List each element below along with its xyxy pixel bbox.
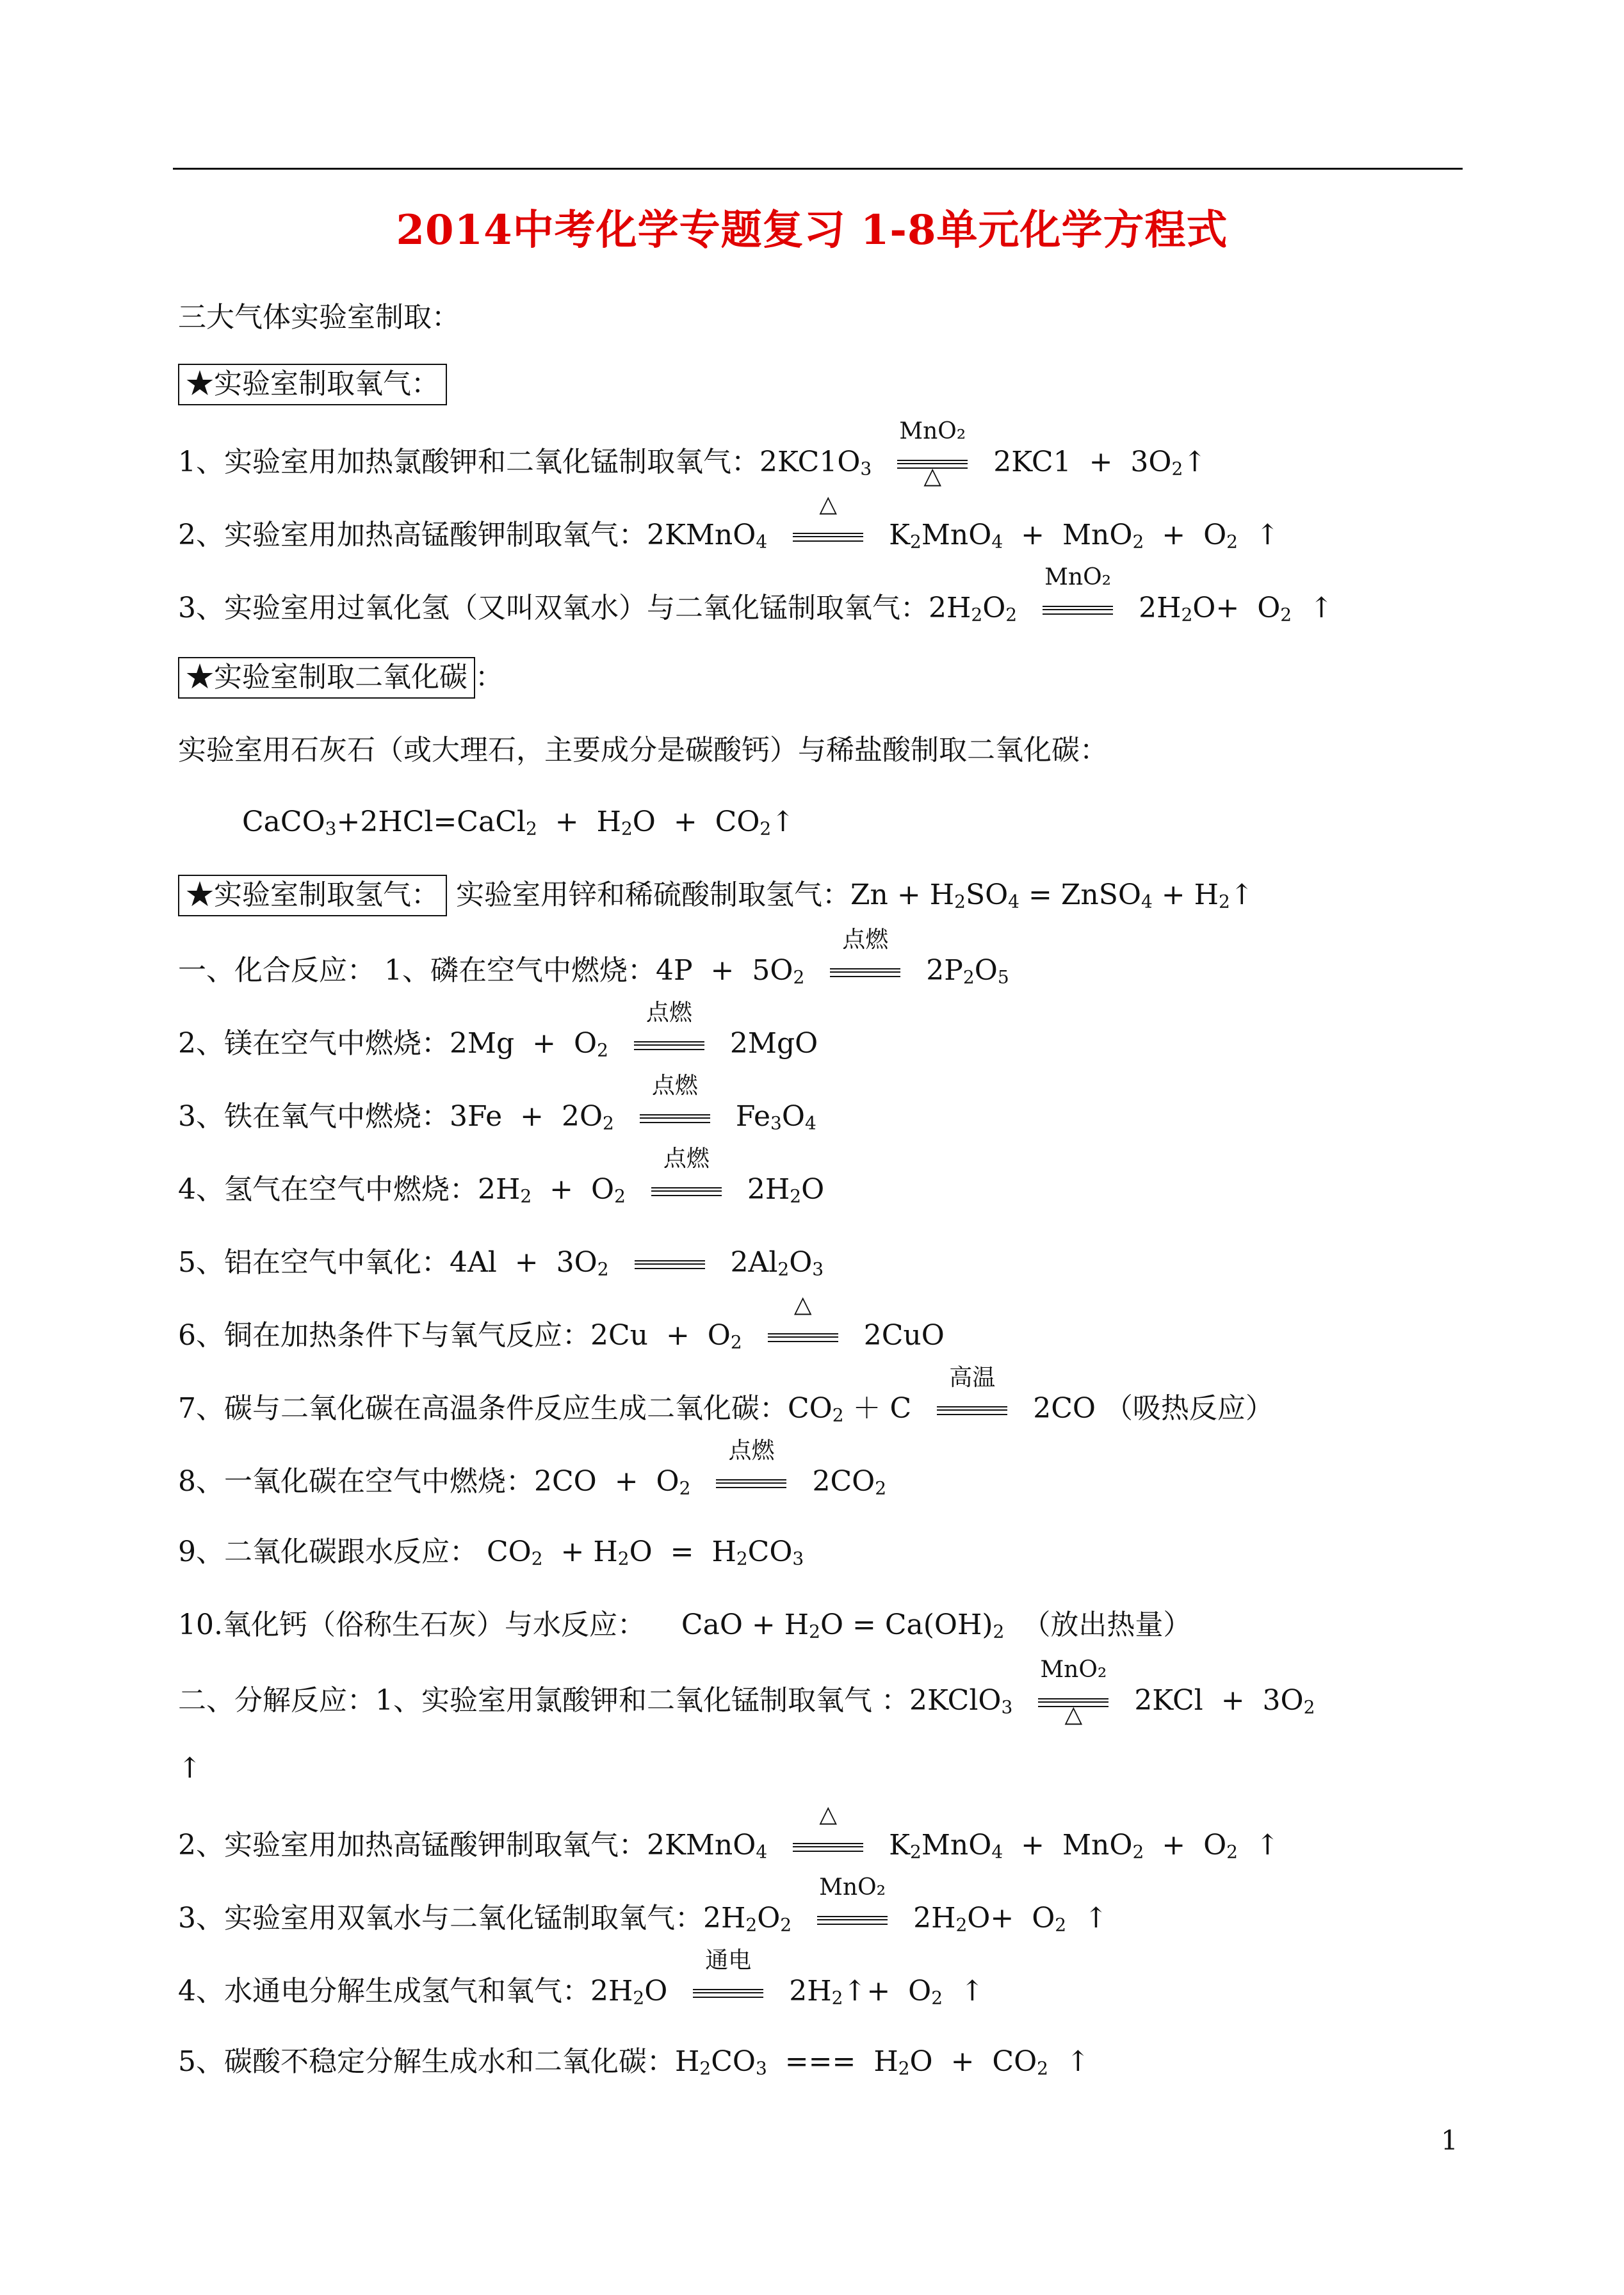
page-title: 2014中考化学专题复习 1-8单元化学方程式 xyxy=(396,206,1228,254)
eq-oxygen-3: 3、实验室用过氧化氢（又叫双氧水）与二氧化锰制取氧气：$2H_2O_2$ MnO₂ $2H_2O+ O_2$ ↑ xyxy=(178,564,1333,626)
eq-combination-8: 8、一氧化碳在空气中燃烧：$2CO + O_2$ 点燃 $2CO_2$ xyxy=(178,1438,887,1499)
co2-header: ★实验室制取二氧化碳 xyxy=(178,657,475,699)
eq-combination-10: 10.氧化钙（俗称生石灰）与水反应： CaO + $H_2O = Ca(OH)_2$ （放出热量） xyxy=(178,1609,1192,1642)
header-rule xyxy=(173,168,1463,170)
eq-decomposition-5: 5、碳酸不稳定分解生成水和二氧化碳：$H_2CO_3$ === $H_2O + CO_2$ ↑ xyxy=(178,2045,1090,2079)
condition-mark: 高温 xyxy=(930,1392,1014,1420)
condition-mark: 点燃 xyxy=(710,1465,793,1493)
condition-mark: △ xyxy=(761,1319,845,1347)
co2-description: 实验室用石灰石（或大理石，主要成分是碳酸钙）与稀盐酸制取二氧化碳： xyxy=(178,734,1108,766)
condition-mark: △ xyxy=(786,519,870,547)
condition-mark: MnO₂ △ xyxy=(1032,1684,1115,1712)
eq-decomposition-1: 二、分解反应：1、实验室用氯酸钾和二氧化锰制取氧气 ：2KClO$_3$ MnO₂ △ $2KCl + 3O_2$ xyxy=(178,1657,1315,1728)
eq-combination-1: 一、化合反应： 1、磷在空气中燃烧：$4P + 5O_2$ 点燃 $2P_2O_5$ xyxy=(178,927,1009,988)
eq-combination-6: 6、铜在加热条件下与氧气反应：$2Cu + O_2$ △ 2CuO xyxy=(178,1292,945,1353)
eq-combination-2: 2、镁在空气中燃烧：$2Mg + O_2$ 点燃 2MgO xyxy=(178,1000,818,1061)
section-oxygen xyxy=(178,370,447,398)
eq-oxygen-2: 2、实验室用加热高锰酸钾制取氧气：2KMnO$_4$ △ $K_2MnO_4 + MnO_2 + O_2$ ↑ xyxy=(178,491,1279,553)
condition-mark: 点燃 xyxy=(628,1027,711,1055)
eq-combination-7: 7、碳与二氧化碳在高温条件反应生成二氧化碳：$CO_2 + C$ 高温 2CO （吸热反应） xyxy=(178,1365,1274,1426)
condition-mark: MnO₂ xyxy=(811,1902,894,1930)
eq-combination-9: 9、二氧化碳跟水反应： $CO_2 + H_2O = H_2CO_3$ xyxy=(178,1536,804,1569)
eq-decomposition-3: 3、实验室用双氧水与二氧化锰制取氧气：$2H_2O_2$ MnO₂ $2H_2O+ O_2$ ↑ xyxy=(178,1874,1108,1936)
eq-combination-4: 4、氢气在空气中燃烧：$2H_2 + O_2$ 点燃 $2H_2O$ xyxy=(178,1146,825,1207)
condition-mark: △ xyxy=(786,1829,870,1857)
condition-mark: 点燃 xyxy=(633,1100,717,1128)
condition-mark: 点燃 xyxy=(824,954,907,982)
section-co2: ★实验室制取二氧化碳 ： xyxy=(178,663,503,692)
eq-decomposition-4: 4、水通电分解生成氢气和氧气：$2H_2O$ 通电 $2H_2↑+ O_2$ ↑ xyxy=(178,1947,984,2009)
section-hydrogen: ★实验室制取氢气： 实验室用锌和稀硫酸制取氢气：$Zn + H_2SO_4$ = ZnSO$_4$ + $H_2↑$ xyxy=(178,881,1254,909)
condition-mark: MnO₂ xyxy=(1036,592,1119,620)
condition-mark xyxy=(628,1246,711,1274)
oxygen-header: ★实验室制取氧气： xyxy=(178,364,447,405)
eq-combination-3: 3、铁在氧气中燃烧：$3Fe + 2O_2$ 点燃 $Fe_3O_4$ xyxy=(178,1073,816,1134)
eq-combination-5: 5、铝在空气中氧化：$4Al + 3O_2$ $2Al_2O_3$ xyxy=(178,1246,824,1280)
page-number: 1 xyxy=(1441,2125,1458,2156)
eq-oxygen-1: 1、实验室用加热氯酸钾和二氧化锰制取氧气：$2KC1O_3$ MnO₂ △ $2KC1 + 3O_2↑$ xyxy=(178,418,1207,489)
hydrogen-header: ★实验室制取氢气： xyxy=(178,875,447,916)
intro-text: 三大气体实验室制取： xyxy=(178,301,460,334)
eq-co2: CaCO$_3$+2HCl=CaCl$_2$ + $H_2O$ + $CO_2↑$ xyxy=(242,806,795,839)
eq-decomposition-1-arrow: ↑ xyxy=(178,1752,202,1785)
condition-mark: 通电 xyxy=(686,1975,770,2003)
condition-mark: 点燃 xyxy=(645,1173,728,1201)
condition-mark: MnO₂ △ xyxy=(891,446,974,474)
eq-decomposition-2: 2、实验室用加热高锰酸钾制取氧气：2KMnO$_4$ △ $K_2MnO_4 + MnO_2 + O_2$ ↑ xyxy=(178,1801,1279,1863)
